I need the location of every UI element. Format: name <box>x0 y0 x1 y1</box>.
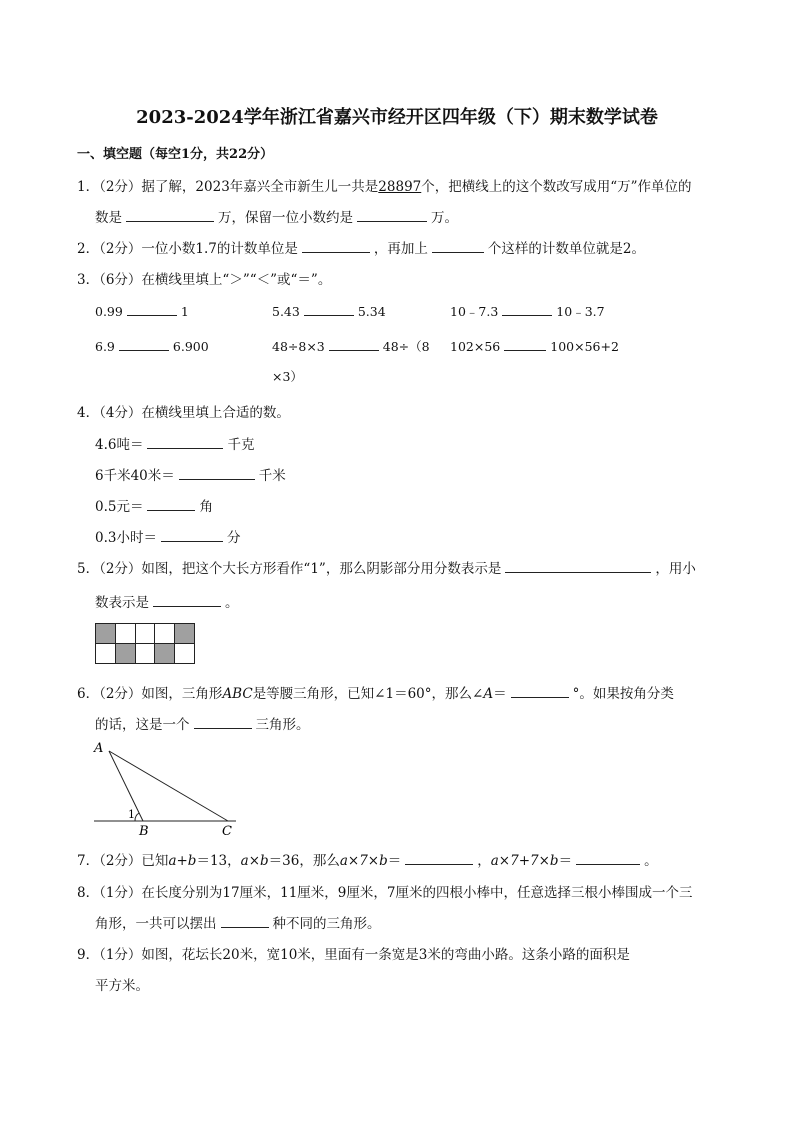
question-1-line-2: 数是 万，保留一位小数约是 万。 <box>95 210 458 226</box>
question-7: 7．（2分）已知a+b＝13，a×b＝36，那么a×7×b＝ ，a×7+7×b＝ 。 <box>77 853 658 869</box>
question-3-heading: 3．（6分）在横线里填上“＞”“＜”或“＝”。 <box>77 272 332 288</box>
answer-blank[interactable] <box>432 239 484 253</box>
angle-1-label: 1 <box>128 808 135 821</box>
grid-cell-empty <box>135 624 155 644</box>
question-2: 2．（2分）一位小数1.7的计数单位是 ，再加上 个这样的计数单位就是2。 <box>77 241 645 257</box>
section-heading: 一、填空题（每空1分，共22分） <box>77 147 274 162</box>
shaded-rectangle-figure <box>95 623 195 664</box>
question-6-line-1: 6．（2分）如图，三角形ABC是等腰三角形，已知∠1＝60°，那么∠A＝ °。如果按角分类 <box>77 686 674 702</box>
side-ac <box>109 751 228 821</box>
compare-item: 10﹣7.3 10﹣3.7 <box>450 304 605 319</box>
grid-cell-shaded <box>96 624 116 644</box>
grid-cell-empty <box>135 644 155 664</box>
underlined-number: 28897 <box>378 179 422 195</box>
answer-blank[interactable] <box>119 337 169 351</box>
grid-cell-empty <box>155 624 175 644</box>
answer-blank[interactable] <box>504 337 546 351</box>
unit-conversion-item: 0.5元＝ 角 <box>95 499 213 515</box>
answer-blank[interactable] <box>126 208 214 222</box>
compare-item: 48÷8×3 48÷（8 <box>272 339 430 354</box>
unit-conversion-item: 4.6吨＝ 千克 <box>95 437 255 453</box>
compare-item: 6.9 6.900 <box>95 339 209 354</box>
grid-cell-shaded <box>115 644 135 664</box>
grid-cell-shaded <box>175 624 195 644</box>
grid-cell-empty <box>115 624 135 644</box>
vertex-label-a: A <box>94 741 104 756</box>
compare-item-continuation: ×3） <box>272 369 303 384</box>
answer-blank[interactable] <box>505 559 651 573</box>
answer-blank[interactable] <box>576 851 640 865</box>
answer-blank[interactable] <box>405 851 473 865</box>
question-5-line-1: 5．（2分）如图，把这个大长方形看作“1”，那么阴影部分用分数表示是 ，用小 <box>77 561 696 577</box>
compare-item: 0.99 1 <box>95 304 189 319</box>
vertex-label-b: B <box>139 824 149 839</box>
answer-blank[interactable] <box>357 208 427 222</box>
question-8-line-1: 8．（1分）在长度分别为17厘米，11厘米，9厘米，7厘米的四根小棒中，任意选择三根小棒围成一个三 <box>77 885 693 901</box>
unit-conversion-item: 6千米40米＝ 千米 <box>95 468 286 484</box>
grid-cell-shaded <box>155 644 175 664</box>
page-title: 2023-2024学年浙江省嘉兴市经开区四年级（下）期末数学试卷 <box>136 107 658 128</box>
answer-blank[interactable] <box>161 528 223 542</box>
answer-blank[interactable] <box>302 239 370 253</box>
answer-blank[interactable] <box>179 466 255 480</box>
grid-cell-empty <box>175 644 195 664</box>
answer-blank[interactable] <box>221 914 269 928</box>
answer-blank[interactable] <box>147 435 223 449</box>
angle-1-arc <box>135 813 139 821</box>
grid-cell-empty <box>96 644 116 664</box>
question-9-line-2: 平方米。 <box>95 978 149 994</box>
vertex-label-c: C <box>222 824 232 839</box>
question-9-line-1: 9．（1分）如图，花坛长20米，宽10米，里面有一条宽是3米的弯曲小路。这条小路的面积是 <box>77 947 630 963</box>
question-5-line-2: 数表示是 。 <box>95 595 239 611</box>
answer-blank[interactable] <box>502 302 552 316</box>
answer-blank[interactable] <box>153 593 221 607</box>
question-8-line-2: 角形，一共可以摆出 种不同的三角形。 <box>95 916 381 932</box>
question-1-line-1: 1．（2分）据了解，2023年嘉兴全市新生儿一共是28897个，把横线上的这个数改写成用“万”作单位的 <box>77 179 692 195</box>
answer-blank[interactable] <box>147 497 195 511</box>
answer-blank[interactable] <box>194 715 252 729</box>
grid-row <box>96 624 195 644</box>
question-6-line-2: 的话，这是一个 三角形。 <box>95 717 310 733</box>
question-4-heading: 4．（4分）在横线里填上合适的数。 <box>77 405 290 421</box>
answer-blank[interactable] <box>329 337 379 351</box>
answer-blank[interactable] <box>127 302 177 316</box>
compare-item: 5.43 5.34 <box>272 304 386 319</box>
answer-blank[interactable] <box>304 302 354 316</box>
triangle-abc-figure <box>88 738 248 840</box>
grid-row <box>96 644 195 664</box>
answer-blank[interactable] <box>511 684 569 698</box>
unit-conversion-item: 0.3小时＝ 分 <box>95 530 241 546</box>
compare-item: 102×56 100×56+2 <box>450 339 619 354</box>
